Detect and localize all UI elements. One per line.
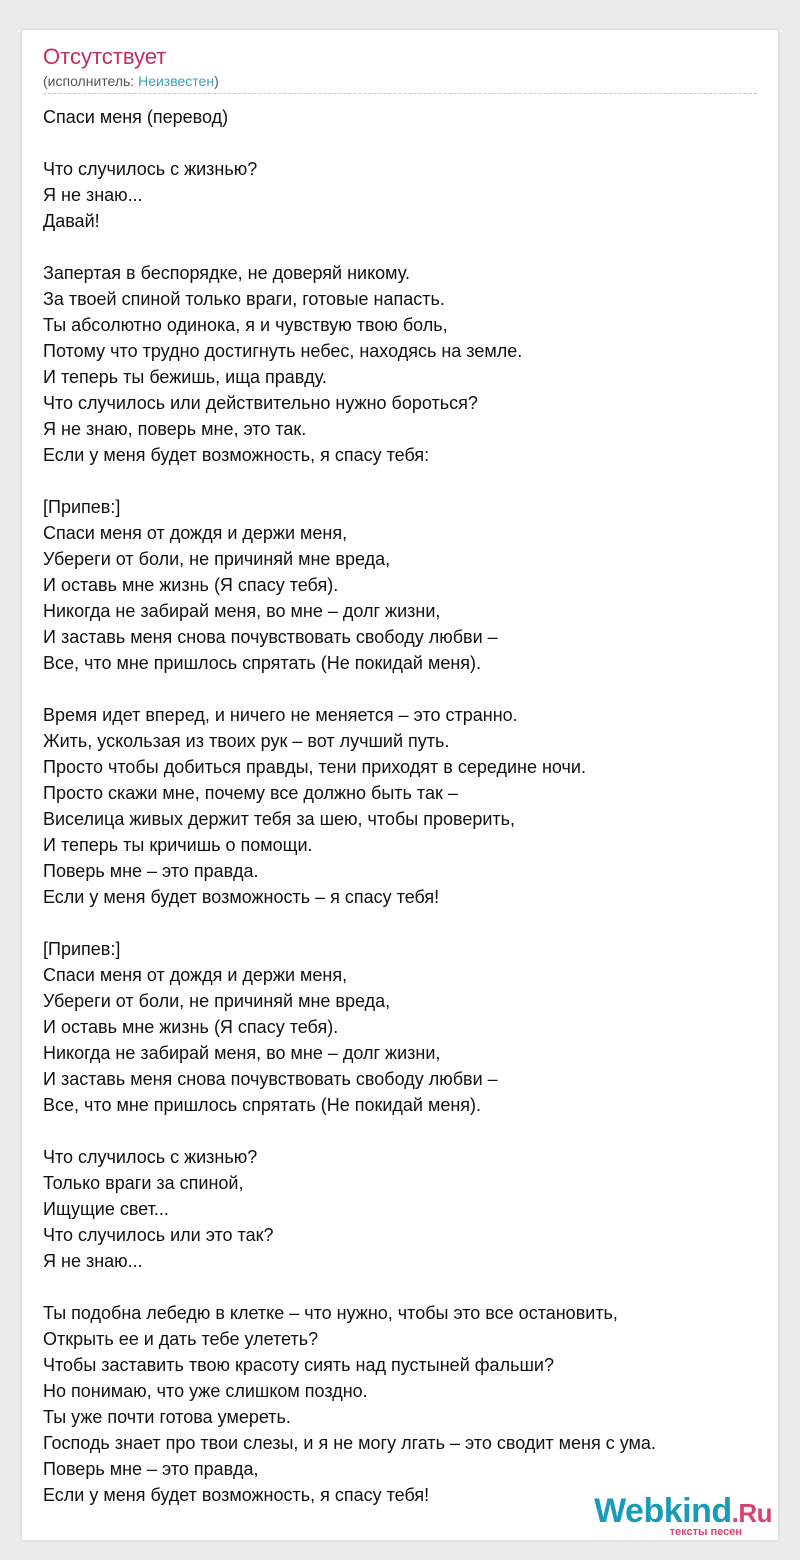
lyrics-stanza [43,936,757,1118]
lyrics-line: И заставь меня снова почувствовать свободу любви – [43,627,498,647]
lyrics-line: И теперь ты бежишь, ища правду. [43,367,327,387]
logo-name: Webkind [594,1492,732,1530]
lyrics-line: Спаси меня от дождя и держи меня, [43,965,348,985]
artist-link[interactable]: Неизвестен [138,73,215,89]
lyrics-line: Просто чтобы добиться правды, тени приходят в середине ночи. [43,757,586,777]
lyrics-line: [Припев:] [43,497,121,517]
lyrics-line: И теперь ты кричишь о помощи. [43,835,313,855]
lyrics-line: И заставь меня снова почувствовать свободу любви – [43,1069,498,1089]
lyrics-line: Ты уже почти готова умереть. [43,1407,291,1427]
lyrics-stanza [43,156,757,234]
lyrics-line: Если у меня будет возможность – я спасу тебя! [43,887,440,907]
lyrics-line: Поверь мне – это правда. [43,861,259,881]
lyrics-line: Убереги от боли, не причиняй мне вреда, [43,549,391,569]
lyrics-line: Что случилось или действительно нужно бороться? [43,393,478,413]
lyrics-line: Если у меня будет возможность, я спасу тебя! [43,1485,430,1505]
lyrics-line: Все, что мне пришлось спрятать (Не покидай меня). [43,653,482,673]
lyrics-line: Виселица живых держит тебя за шею, чтобы проверить, [43,809,516,829]
lyrics-line: [Припев:] [43,939,121,959]
lyrics-line: Никогда не забирай меня, во мне – долг жизни, [43,601,441,621]
header-divider [43,93,757,94]
lyrics-line: Я не знаю... [43,1251,143,1271]
lyrics-line: Жить, ускользая из твоих рук – вот лучший путь. [43,731,450,751]
lyrics-body [43,104,757,1534]
lyrics-stanza [43,702,757,910]
lyrics-line: Никогда не забирай меня, во мне – долг жизни, [43,1043,441,1063]
lyrics-stanza [43,1300,757,1508]
lyrics-line: Время идет вперед, и ничего не меняется – это странно. [43,705,518,725]
artist-suffix: ) [214,73,219,89]
lyrics-line: Давай! [43,211,100,231]
lyrics-line: Только враги за спиной, [43,1173,244,1193]
lyrics-line: Ты абсолютно одинока, я и чувствую твою боль, [43,315,448,335]
lyrics-line: Запертая в беспорядке, не доверяй никому. [43,263,410,283]
logo-tld: .Ru [731,1498,772,1528]
lyrics-line: Ищущие свет... [43,1199,169,1219]
lyrics-line: Я не знаю, поверь мне, это так. [43,419,307,439]
lyrics-line: Потому что трудно достигнуть небес, находясь на земле. [43,341,523,361]
lyrics-stanza [43,494,757,676]
lyrics-line: Что случилось с жизнью? [43,159,258,179]
lyrics-stanza [43,1144,757,1274]
lyrics-line: Что случилось или это так? [43,1225,274,1245]
lyrics-line: Просто скажи мне, почему все должно быть так – [43,783,458,803]
logo-tagline: тексты песен [669,1526,742,1538]
lyrics-line: Ты подобна лебедю в клетке – что нужно, чтобы это все остановить, [43,1303,618,1323]
lyrics-line: Убереги от боли, не причиняй мне вреда, [43,991,391,1011]
artist-line [43,72,757,90]
lyrics-line: Все, что мне пришлось спрятать (Не покидай меня). [43,1095,482,1115]
lyrics-line: Спаси меня от дождя и держи меня, [43,523,348,543]
lyrics-line: Но понимаю, что уже слишком поздно. [43,1381,368,1401]
song-header [43,44,757,90]
lyrics-stanza [43,260,757,468]
lyrics-line: Господь знает про твои слезы, и я не могу лгать – это сводит меня с ума. [43,1433,656,1453]
lyrics-line: Если у меня будет возможность, я спасу тебя: [43,445,430,465]
lyrics-line: Чтобы заставить твою красоту сиять над пустыней фальши? [43,1355,554,1375]
song-title: Отсутствует [43,44,167,69]
lyrics-line: Что случилось с жизнью? [43,1147,258,1167]
lyrics-line: Спаси меня (перевод) [43,107,229,127]
lyrics-line: И оставь мне жизнь (Я спасу тебя). [43,575,339,595]
lyrics-line: Я не знаю... [43,185,143,205]
lyrics-page [22,30,778,1540]
lyrics-line: За твоей спиной только враги, готовые напасть. [43,289,445,309]
lyrics-stanza [43,104,757,130]
artist-prefix: (исполнитель: [43,73,139,89]
webkind-logo[interactable] [582,1492,772,1542]
lyrics-line: Поверь мне – это правда, [43,1459,259,1479]
lyrics-line: И оставь мне жизнь (Я спасу тебя). [43,1017,339,1037]
lyrics-line: Открыть ее и дать тебе улететь? [43,1329,319,1349]
